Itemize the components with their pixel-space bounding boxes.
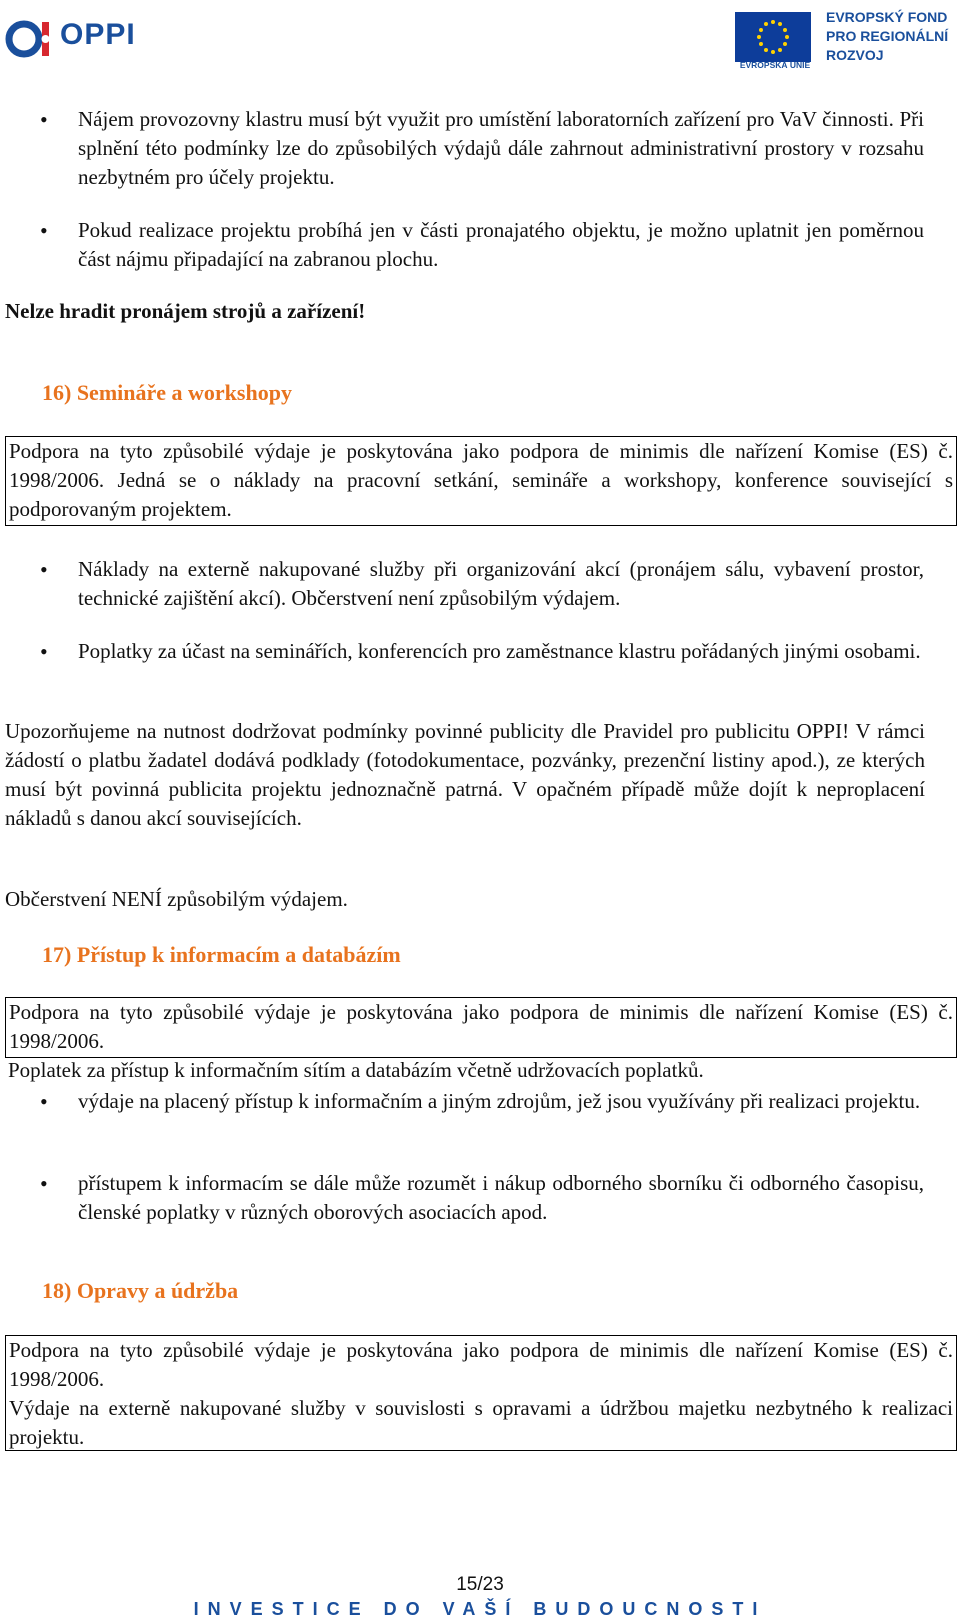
list-item: Pokud realizace projektu probíhá jen v části pronajatého objektu, je možno uplatnit jen poměrnou část nájmu připadající na zabranou plochu. (78, 218, 924, 271)
box-18-line2: Výdaje na externě nakupované služby v souvislosti s opravami a údržbou majetku nezbytného k realizaci projektu. (9, 1396, 953, 1449)
oppi-logo-text: OPPI (60, 18, 136, 51)
bullet-marker: • (40, 557, 48, 582)
info-box-17: Podpora na tyto způsobilé výdaje je poskytována jako podpora de minimis dle nařízení Komise (ES) č. 1998/2006. (5, 997, 957, 1058)
list-item: výdaje na placený přístup k informačním a jiným zdrojům, jež jsou využívány při realizaci projektu. (78, 1089, 921, 1113)
info-box-16: Podpora na tyto způsobilé výdaje je poskytována jako podpora de minimis dle nařízení Komise (ES) č. 1998/2006. Jedná se o náklady na pracovní setkání, semináře a workshopy, konference související s podporovaným projektem. (5, 436, 957, 526)
publicity-paragraph: Upozorňujeme na nutnost dodržovat podmínky povinné publicity dle Pravidel pro publicitu OPPI! V rámci žádostí o platbu žadatel dodává podklady (fotodokumentace, pozvánky, prezenční listiny apod.), ze kterých musí být povinná publicita projektu jednoznačně patrná. V opačném případě může dojít k neproplacení nákladů s danou akcí souvisejících. (5, 719, 925, 830)
section-heading-16: 16) Semináře a workshopy (42, 380, 292, 405)
notice-bold: Nelze hradit pronájem strojů a zařízení! (5, 299, 366, 323)
footer-slogan: INVESTICE DO VAŠÍ BUDOUCNOSTI (193, 1599, 767, 1619)
bullet-marker: • (40, 1089, 48, 1114)
section-heading-18: 18) Opravy a údržba (42, 1278, 239, 1303)
list-item: Náklady na externě nakupované služby při organizování akcí (pronájem sálu, vybavení prostor, technické zajištění akcí). Občerstvení není způsobilým výdajem. (78, 557, 924, 610)
section-heading-17: 17) Přístup k informacím a databázím (42, 942, 401, 967)
list-item: Poplatky za účast na seminářích, konferencích pro zaměstnance klastru pořádaných jinými osobami. (78, 639, 921, 663)
oppi-logo-icon (4, 14, 60, 64)
bullet-marker: • (40, 218, 48, 243)
list-item: přístupem k informacím se dále může rozumět i nákup odborného sborníku či odborného časopisu, členské poplatky v různých oborových asociacích apod. (78, 1171, 924, 1224)
box-17-line2: Poplatek za přístup k informačním sítím a databázím včetně udržovacích poplatků. (8, 1058, 704, 1082)
info-box-18 (5, 1335, 957, 1451)
eu-flag-icon (735, 12, 811, 62)
bullet-marker: • (40, 107, 48, 132)
refreshment-note: Občerstvení NENÍ způsobilým výdajem. (5, 887, 348, 911)
bullet-marker: • (40, 1171, 48, 1196)
page-number: 15/23 (456, 1574, 504, 1595)
box-18-text: Podpora na tyto způsobilé výdaje je poskytována jako podpora de minimis dle nařízení Komise (ES) č. 1998/2006. (9, 1338, 953, 1391)
eu-fund-text: EVROPSKÝ FOND PRO REGIONÁLNÍ ROZVOJ (826, 9, 949, 63)
list-item: Nájem provozovny klastru musí být využit pro umístění laboratorních zařízení pro VaV činnosti. Při splnění této podmínky lze do způsobilých výdajů dále zahrnout administrativní prostory v rozsahu nezbytném pro účely projektu. (78, 107, 924, 189)
bullet-marker: • (40, 639, 48, 664)
eu-label: EVROPSKÁ UNIE (739, 60, 811, 70)
